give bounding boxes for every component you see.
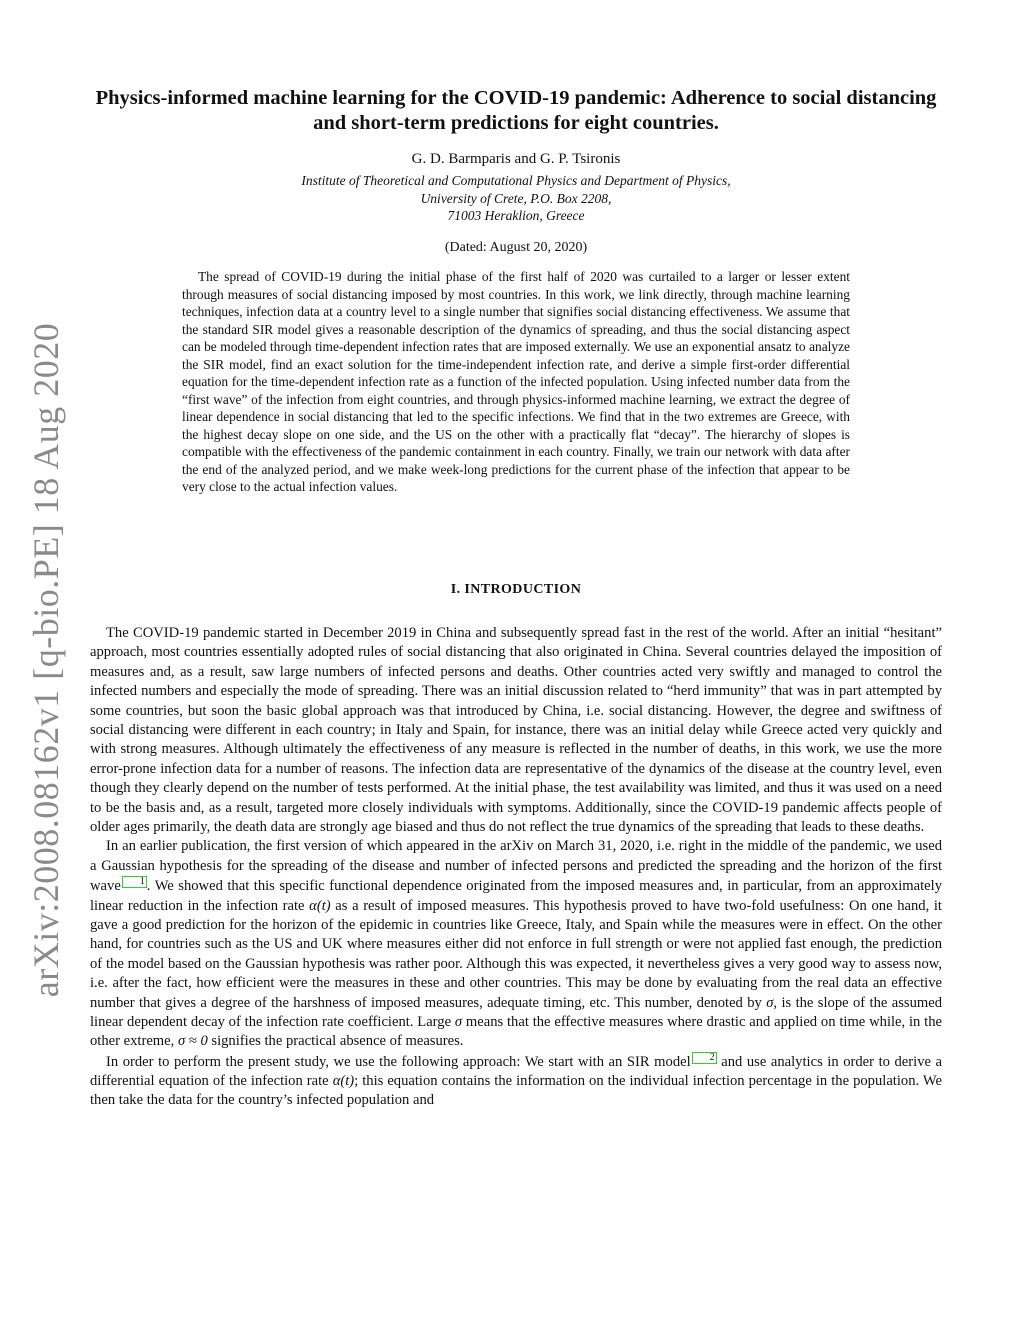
text-span: In an earlier publication, the first version of which appeared in the arXiv on March 31, 2020, i.e. right in the middle of the pandemic, we used a Gaussian hypothesis for the spreading of the disease and number of infected persons and predicted the spreading and the horizon of the first wave bbox=[90, 838, 942, 895]
affiliation-line: Institute of Theoretical and Computational Physics and Department of Physics, bbox=[301, 173, 731, 188]
math-sigma-approx-zero: σ ≈ 0 bbox=[177, 1033, 208, 1050]
text-span: , is the slope of the assumed linear dependent decay of the infection rate coefficient. Large bbox=[90, 994, 942, 1030]
text-span: signifies the practical absence of measures. bbox=[207, 1033, 464, 1050]
citation-link[interactable]: 2 bbox=[692, 1052, 717, 1064]
math-alpha-t: α(t) bbox=[332, 1073, 355, 1090]
citation-link[interactable]: 1 bbox=[122, 876, 147, 888]
date-line: (Dated: August 20, 2020) bbox=[444, 240, 588, 255]
affiliation bbox=[90, 172, 942, 225]
paper-title: Physics-informed machine learning for the COVID-19 pandemic: Adherence to social distancing and short-term predictions for eight countries. bbox=[95, 87, 937, 134]
math-sigma: σ bbox=[454, 1013, 463, 1030]
text-span: ; this equation contains the information on the individual infection percentage in the population. We then take the data for the country’s infected population and bbox=[90, 1073, 942, 1109]
text-span: . We showed that this specific functional dependence originated from the imposed measures and, in particular, from an approximately linear reduction in the infection rate bbox=[90, 878, 942, 914]
math-alpha-t: α(t) bbox=[309, 897, 331, 914]
text-span: means that the effective measures where drastic and applied on time while, in the other extreme, bbox=[90, 1013, 942, 1050]
arxiv-identifier: arXiv:2008.08162v1 [q-bio.PE] 18 Aug 2020 bbox=[26, 322, 66, 998]
paragraph: The COVID-19 pandemic started in December 2019 in China and subsequently spread fast in the rest of the world. After an initial “hesitant” approach, most countries essentially adopted rules of social distancing that also originated in China. Several countries delayed the imposition of measures and, as a result, saw large numbers of infected persons and deaths. Other countries acted very swiftly and managed to control the infected numbers and especially the mode of spreading. There was an initial discussion related to “herd immunity” that was in part attempted by some countries, but soon the basic global approach was that introduced by China, i.e. social distancing. However, the degree and swiftness of social distancing were different in each country; in Italy and Spain, for instance, there was an initial delay while Greece acted very quickly and with strong measures. Although ultimately the effectiveness of any measure is reflected in the number of deaths, in this work, we use the more error-prone infection data for a number of reasons. The infection data are representative of the dynamics of the disease at the country level, even though they clearly depend on the number of tests performed. At the initial phase, the test availability was limited, and thus it was used on a need to be the basis and, as a result, targeted more closely individuals with symptoms. Additionally, since the COVID-19 pandemic affects people of older ages primarily, the death data are strongly age biased and thus do not reflect the true dynamics of the spreading that leads to these deaths. bbox=[90, 625, 942, 836]
math-sigma: σ bbox=[766, 994, 774, 1011]
arxiv-sidebar-stamp bbox=[14, 322, 78, 998]
text-span: and use analytics in order to derive a differential equation of the infection rate bbox=[90, 1053, 943, 1090]
abstract: The spread of COVID-19 during the initial phase of the first half of 2020 was curtailed to a larger or lesser extent through measures of social distancing imposed by most countries. In this work, we link directly, through machine learning techniques, infection data at a country level to a single number that signifies social distancing effectiveness. We assume that the standard SIR model gives a reasonable description of the dynamics of spreading, and thus the social distancing aspect can be modeled through time-dependent infection rates that are imposed externally. We use an exponential ansatz to analyze the SIR model, find an exact solution for the time-independent infection rate, and derive a simple first-order differential equation for the time-dependent infection rate as a function of the infected population. Using infected number data from the “first wave” of the infection from eight countries, and through physics-informed machine learning, we extract the degree of linear dependence in social distancing that led to the specific infections. We find that in the two extremes are Greece, with the highest decay slope on one side, and the US on the other with a practically flat “decay”. The hierarchy of slopes is compatible with the effectiveness of the pandemic containment in each country. Finally, we train our network with data after the end of the analyzed period, and we make week-long predictions for the current phase of the infection that appear to be very close to the actual infection values. bbox=[182, 269, 850, 494]
section-heading-introduction: I. INTRODUCTION bbox=[450, 582, 582, 597]
paragraph bbox=[90, 1052, 942, 1111]
text-span: as a result of imposed measures. This hypothesis proved to have two-fold usefulness: On one hand, it gave a good prediction for the horizon of the epidemic in countries like Greece, Italy, and Spain while the measures were in effect. On the other hand, for countries such as the US and UK where measures either did not enforce in full strength or were not applied fast enough, the prediction of the model based on the Gaussian hypothesis was rather poor. Although this was expected, it nevertheless gives a very good way to assess now, i.e. after the fact, how efficient were the measures in these and other countries. This may be done by evaluating from the real data an effective number that gives a degree of the harshness of imposed measures, adequate timing, etc. This number, denoted by bbox=[90, 897, 942, 1011]
text-span: In order to perform the present study, we use the following approach: We start with an SIR model bbox=[106, 1053, 691, 1070]
author-list: G. D. Barmparis and G. P. Tsironis bbox=[411, 151, 621, 167]
introduction-body bbox=[90, 624, 942, 1111]
affiliation-line: 71003 Heraklion, Greece bbox=[447, 208, 585, 223]
paragraph bbox=[90, 837, 942, 1051]
affiliation-line: University of Crete, P.O. Box 2208, bbox=[420, 190, 612, 206]
